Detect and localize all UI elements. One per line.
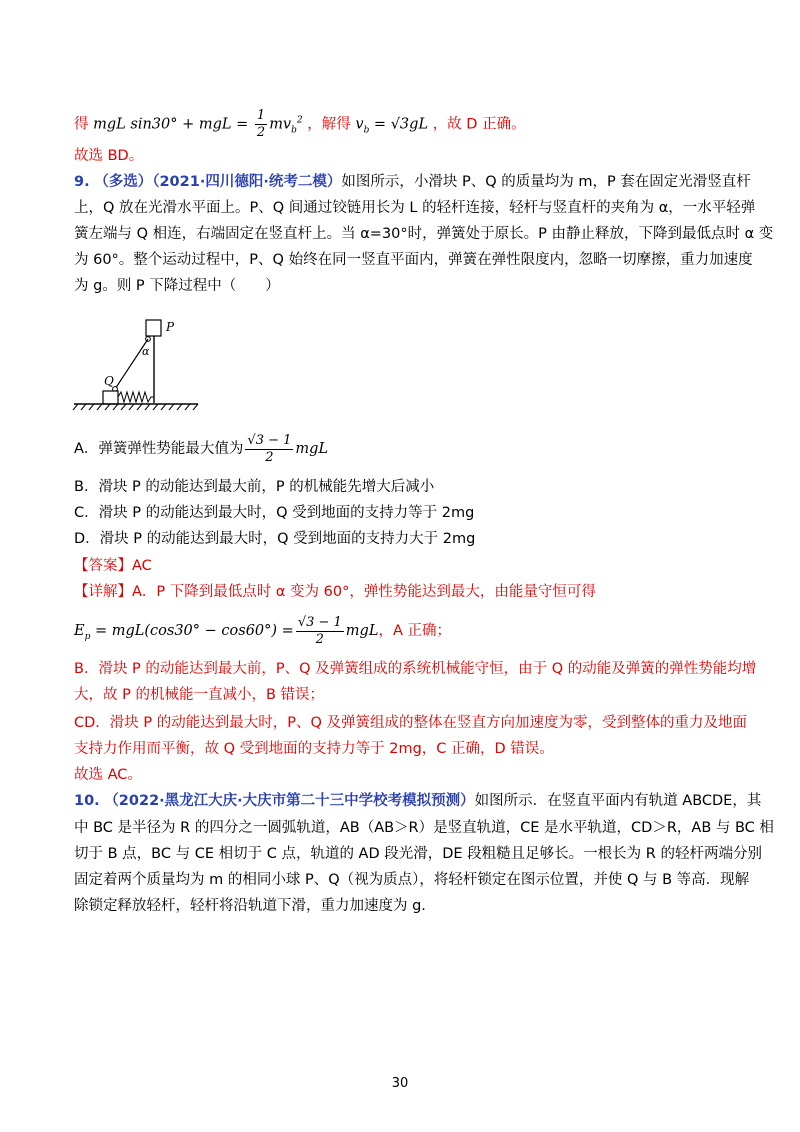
q8-suffix: ，故 D 正确。 (432, 116, 526, 133)
option-c: C．滑块 P 的动能达到最大时，Q 受到地面的支持力等于 2mg (74, 505, 475, 521)
q9-detail-b: 大，故 P 的机械能一直减小，B 错误； (74, 687, 325, 703)
q8-frac-num: 1 (256, 108, 266, 123)
detail-eq-sub: p (84, 631, 91, 642)
detail-eq-right: mgL (345, 623, 379, 639)
q8-fraction (255, 108, 267, 141)
q8-eq-sup: 2 (296, 115, 303, 126)
detail-eq-den: 2 (315, 631, 324, 647)
q9-detail-equation (74, 614, 726, 648)
option-a (74, 432, 726, 466)
option-a-suffix: mgL (295, 441, 329, 457)
q8-eq-right: mv (269, 116, 292, 133)
option-a-text: A．弹簧弹性势能最大值为 (74, 441, 244, 457)
q8-vb-sub: b (363, 125, 370, 136)
label-alpha: α (142, 345, 150, 358)
option-a-fraction (245, 433, 293, 466)
q10-text: 切于 B 点，BC 与 CE 相切于 C 点，轨道的 AD 段光滑，DE 段粗糙且足够长。一根长为 R 的轻杆两端分别 (74, 846, 762, 862)
q9-text: 簧左端与 Q 相连，右端固定在竖直杆上。当 α=30°时，弹簧处于原长。P 由静止释放，下降到最低点时 α 变 (74, 226, 774, 242)
detail-eq-fraction (296, 615, 344, 648)
q9-number: 9. (74, 174, 90, 190)
label-q: Q (104, 374, 114, 388)
option-b: B．滑块 P 的动能达到最大前，P 的机械能先增大后减小 (74, 479, 435, 495)
q8-vb: v (355, 116, 364, 133)
q10-source-tag: （2022·黑龙江大庆·大庆市第二十三中学校考模拟预测） (104, 793, 475, 809)
q8-answer: 故选 BD。 (74, 148, 144, 164)
q10-text: 除锁定释放轻杆，轻杆将沿轨道下滑，重力加速度为 g. (74, 898, 426, 914)
detail-eq-suffix: ，A 正确； (378, 623, 451, 639)
detail-eq-num: √3 − 1 (297, 614, 342, 630)
option-a-den: 2 (265, 449, 274, 465)
block-p (146, 320, 161, 336)
q9-text: 如图所示，小滑块 P、Q 的质量均为 m，P 套在固定光滑竖直杆 (341, 174, 751, 190)
light-rod (115, 339, 148, 389)
q10-text: 如图所示．在竖直平面内有轨道 ABCDE，其 (474, 793, 762, 809)
option-d: D．滑块 P 的动能达到最大时，Q 受到地面的支持力大于 2mg (74, 531, 476, 547)
q9-detail-b: B．滑块 P 的动能达到最大前，P、Q 及弹簧组成的系统机械能守恒，由于 Q 的动能及弹簧的弹性势能均增 (74, 661, 757, 677)
q9-text: 为 60°。整个运动过程中，P、Q 始终在同一竖直平面内，弹簧在弹性限度内，忽略一切摩擦，重力加速度 (74, 252, 753, 268)
option-a-num: √3 − 1 (247, 432, 292, 448)
q9-detail-cd: CD．滑块 P 的动能达到最大时，P、Q 及弹簧组成的整体在竖直方向加速度为零，受到整体的重力及地面 (74, 715, 748, 731)
label-p: P (166, 320, 175, 334)
q9-text: 上，Q 放在光滑水平面上。P、Q 间通过铰链用长为 L 的轻杆连接，轻杆与竖直杆的夹角为 α，一水平轻弹 (74, 200, 756, 216)
q8-eq-left: mgL sin30° + mgL = (93, 116, 249, 133)
block-q (103, 391, 118, 404)
q9-source-tag: （多选）（2021·四川德阳·统考二模） (94, 174, 342, 190)
q9-text: 为 g。则 P 下降过程中（ ） (74, 278, 280, 294)
q8-frac-den: 2 (256, 125, 266, 140)
q8-prefix: 得 (74, 116, 89, 133)
q9-line-1 (74, 172, 751, 192)
q9-answer: 【答案】AC (74, 558, 152, 574)
q9-figure (70, 310, 200, 415)
q9-final-answer: 故选 AC。 (74, 767, 142, 783)
q10-text: 固定着两个质量均为 m 的相同小球 P、Q（视为质点），将轻杆锁定在图示位置，并使 Q 与 B 等高．现解 (74, 872, 750, 888)
q10-line-1 (74, 791, 762, 811)
q8-vb-eq: = √3gL (369, 116, 429, 133)
q8-eq-sub: b (291, 125, 297, 136)
spring (118, 392, 154, 402)
detail-eq-mid: = mgL(cos30° − cos60°) = (90, 623, 294, 639)
q9-detail-cd: 支持力作用而平衡，故 Q 受到地面的支持力等于 2mg，C 正确，D 错误。 (74, 741, 554, 757)
page-number: 30 (391, 1076, 409, 1091)
q10-number: 10. (74, 793, 100, 809)
q10-text: 中 BC 是半径为 R 的四分之一圆弧轨道，AB（AB＞R）是竖直轨道，CE 是水平轨道，CD＞R，AB 与 BC 相 (74, 820, 774, 836)
q8-equation-line (74, 108, 726, 141)
detail-eq-e: E (74, 623, 85, 639)
ground-hatch (73, 404, 198, 410)
q8-mid: ，解得 (307, 116, 351, 133)
q9-detail-head: 【详解】A．P 下降到最低点时 α 变为 60°，弹性势能达到最大，由能量守恒可得 (74, 584, 596, 600)
